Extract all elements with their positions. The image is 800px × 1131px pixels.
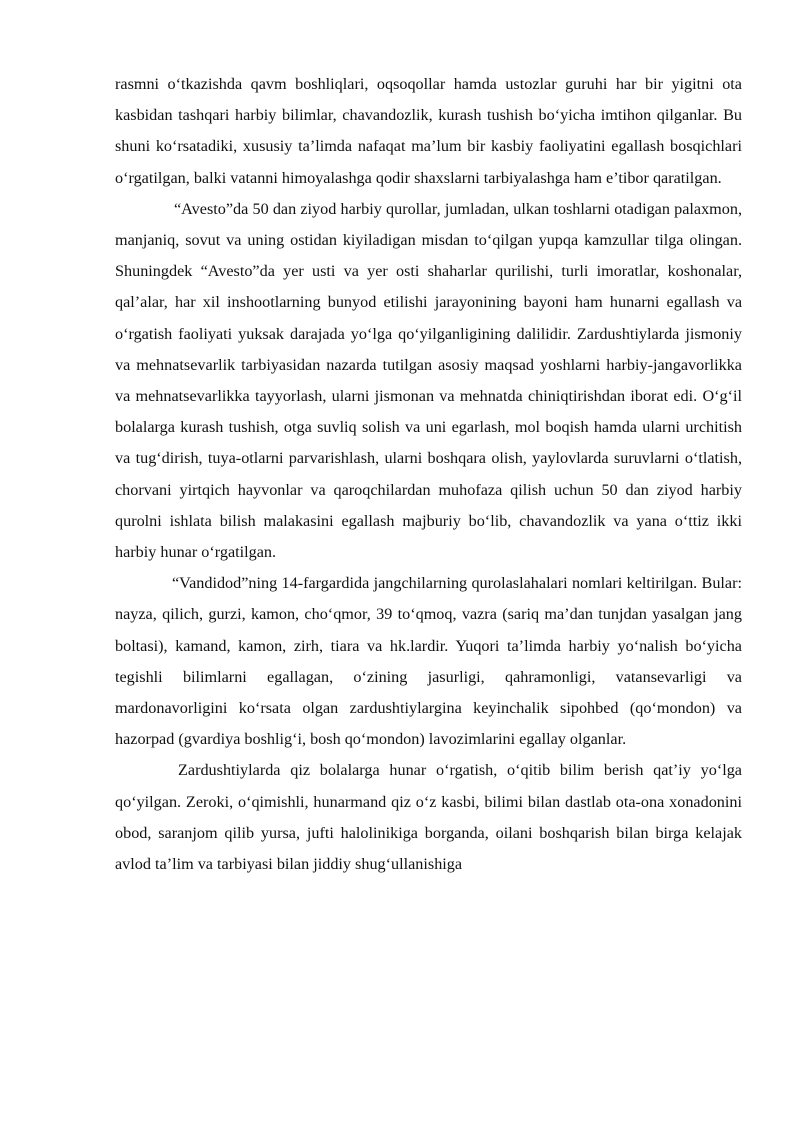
paragraph-3: “Vandidod”ning 14-fargardida jangchilarning qurolaslahalari nomlari keltirilgan. Bular: nayza, qilich, gurzi, kamon, cho‘qmor, 39 to‘qmoq, vazra (sariq ma’dan tunjdan yasalgan jang boltasi), kamand, kamon, zirh, tiara va hk.lardir. Yuqori ta’limda harbiy yo‘nalish bo‘yicha tegishli bilimlarni egallagan, o‘zining jasurligi, qahramonligi, vatansevarligi va mardonavorligini ko‘rsata olgan zardushtiylargina keyinchalik sipohbed (qo‘mondon) va hazorpad (gvardiya boshlig‘i, bosh qo‘mondon) lavozimlarini egallay olganlar. — [115, 574, 742, 749]
document-page — [115, 69, 742, 880]
paragraph-1: rasmni o‘tkazishda qavm boshliqlari, oqsoqollar hamda ustozlar guruhi har bir yigitni ota kasbidan tashqari harbiy bilimlar, chavandozlik, kurash tushish bo‘yicha imtihon qilganlar. Bu shuni ko‘rsatadiki, xususiy ta’limda nafaqat ma’lum bir kasbiy faoliyatini egallash bosqichlari o‘rgatilgan, balki vatanni himoyalashga qodir shaxslarni tarbiyalashga ham e’tibor qaratilgan. — [115, 75, 742, 187]
paragraph-2: “Avesto”da 50 dan ziyod harbiy qurollar, jumladan, ulkan toshlarni otadigan palaxmon, manjaniq, sovut va uning ostidan kiyiladigan misdan to‘qilgan yupqa kamzullar tilga olingan. Shuningdek “Avesto”da yer usti va yer osti shaharlar qurilishi, turli imoratlar, koshonalar, qal’alar, har xil inshootlarning bunyod etilishi jarayonining bayoni ham hunarni egallash va o‘rgatish faoliyati yuksak darajada yo‘lga qo‘yilganligining dalilidir. Zardushtiylarda jismoniy va mehnatsevarlik tarbiyasidan nazarda tutilgan asosiy maqsad yoshlarni harbiy-jangavorlikka va mehnatsevarlikka tayyorlash, ularni jismonan va mehnatda chiniqtirishdan iborat edi. O‘g‘il bolalarga kurash tushish, otga suvliq solish va uni egarlash, mol boqish hamda ularni urchitish va tug‘dirish, tuya-otlarni parvarishlash, ularni boshqara olish, yaylovlarda suruvlarni o‘tlatish, chorvani yirtqich hayvonlar va qaroqchilardan muhofaza qilish uchun 50 dan ziyod harbiy qurolni ishlata bilish malakasini egallash majburiy bo‘lib, chavandozlik va yana o‘ttiz ikki harbiy hunar o‘rgatilgan. — [115, 199, 742, 562]
paragraph-4: Zardushtiylarda qiz bolalarga hunar o‘rgatish, o‘qitib bilim berish qat’iy yo‘lga qo‘yilgan. Zeroki, o‘qimishli, hunarmand qiz o‘z kasbi, bilimi bilan dastlab ota-ona xonadonini obod, saranjom qilib yursa, jufti halolinikiga borganda, oilani boshqarish bilan birga kelajak avlod ta’lim va tarbiyasi bilan jiddiy shug‘ullanishiga — [115, 761, 742, 874]
